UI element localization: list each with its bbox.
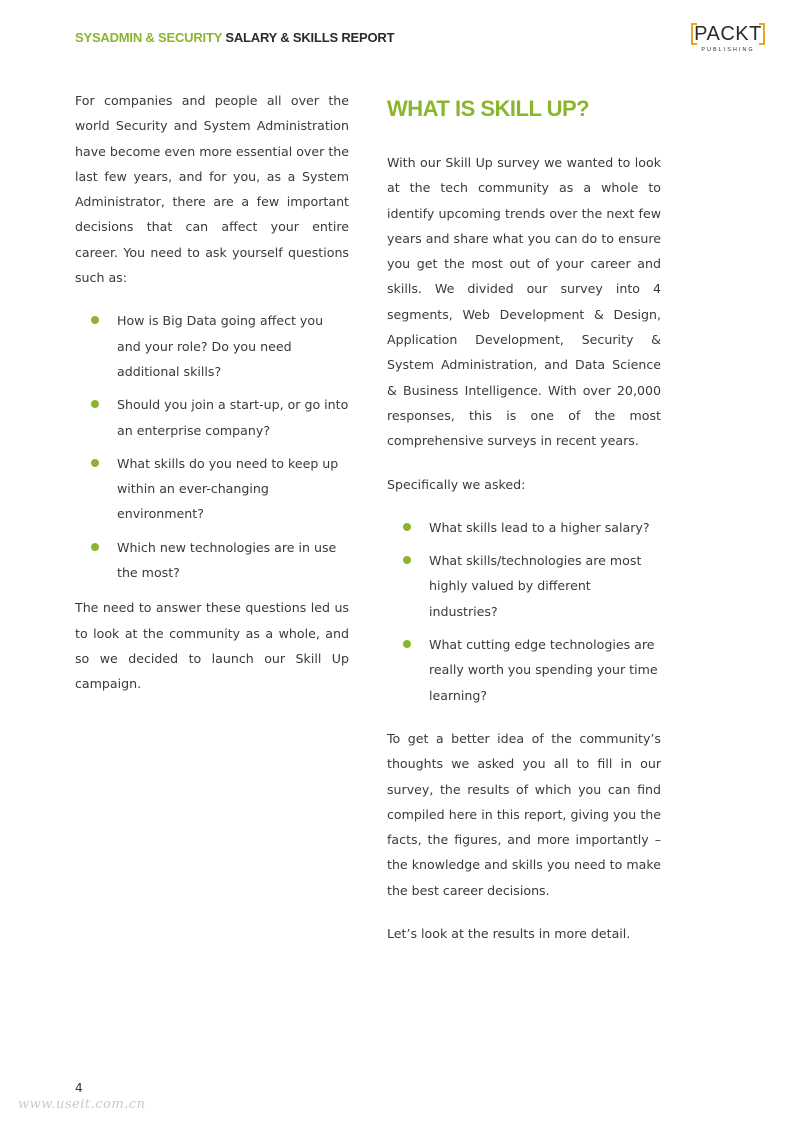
list-item — [387, 632, 661, 708]
outro-paragraph: The need to answer these questions led us to look at the community as a whole, and so we decided to launch our Skill Up campaign. — [75, 600, 349, 692]
list-item-text: Which new technologies are in use the most? — [117, 539, 337, 581]
list-item-text: What cutting edge technologies are really worth you spending your time learning? — [429, 637, 658, 703]
header-title-section: SYSADMIN & SECURITY — [75, 30, 222, 45]
survey-paragraph: With our Skill Up survey we wanted to look at the tech community as a whole to identify upcoming trends over the next few years and share what you can do to ensure you get the most out of your career and skills. We divided our survey into 4 segments, Web Development & Design, Application Development, Security & System Administration, and Data Science & Business Intelligence. With over 20,000 responses, this is one of the most comprehensive surveys in recent years. — [387, 155, 661, 449]
list-item — [75, 308, 349, 384]
bullet-icon — [91, 543, 99, 551]
report-header — [75, 30, 394, 45]
list-item-text: How is Big Data going affect you and your role? Do you need additional skills? — [117, 313, 324, 379]
list-item — [387, 515, 661, 540]
list-item — [75, 451, 349, 527]
bullet-icon — [403, 556, 411, 564]
right-column — [387, 88, 661, 946]
list-item-text: What skills lead to a higher salary? — [429, 519, 650, 535]
closing-paragraph: Let’s look at the results in more detail. — [387, 926, 631, 942]
bullet-icon — [91, 459, 99, 467]
results-paragraph: To get a better idea of the community’s thoughts we asked you all to fill in our survey, the results of which you can find compiled here in this report, giving you the facts, the figures, and more importantly – the knowledge and skills you need to make the best career decisions. — [387, 730, 661, 898]
left-column — [75, 88, 349, 697]
bullet-icon — [403, 523, 411, 531]
header-title-report: SALARY & SKILLS REPORT — [225, 30, 395, 45]
list-item — [75, 392, 349, 443]
intro-paragraph: For companies and people all over the world Security and System Administration have become even more essential over the last few years, and for you, as a System Administrator, there are a few important decisions that can affect your entire career. You need to ask yourself questions such as: — [75, 93, 349, 286]
section-title: WHAT IS SKILL UP? — [387, 96, 590, 121]
asked-list — [387, 515, 661, 708]
list-item-text: What skills do you need to keep up within an ever-changing environment? — [117, 455, 339, 522]
bullet-icon — [403, 640, 411, 648]
questions-list — [75, 308, 349, 585]
packt-logo — [689, 22, 767, 56]
list-item — [387, 548, 661, 624]
watermark: www.useit.com.cn — [18, 1097, 146, 1112]
asked-paragraph: Specifically we asked: — [387, 476, 526, 492]
list-item-text: Should you join a start-up, or go into an enterprise company? — [117, 397, 349, 438]
bullet-icon — [91, 316, 99, 324]
page-number: 4 — [75, 1081, 83, 1095]
logo-word: PACKT — [694, 23, 762, 45]
list-item-text: What skills/technologies are most highly valued by different industries? — [429, 553, 642, 619]
bullet-icon — [91, 400, 99, 408]
logo-subtitle: PUBLISHING — [701, 47, 755, 53]
list-item — [75, 535, 349, 586]
